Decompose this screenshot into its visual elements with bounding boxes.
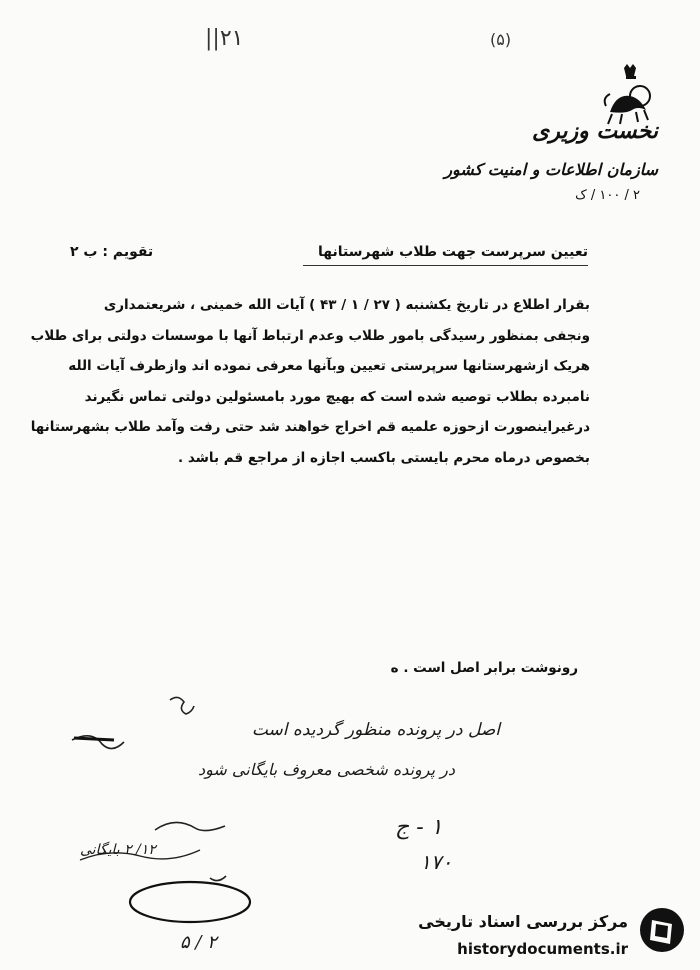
body-line: ونجفی بمنظور رسیدگی بامور طلاب وعدم ارتباط آنها با موسسات دولتی برای طلاب: [30, 327, 590, 344]
handwritten-note-2: در پرونده شخصی معروف بایگانی شود: [198, 760, 455, 779]
margin-mark: ۱ - ج: [395, 815, 443, 840]
watermark-url[interactable]: historydocuments.ir: [457, 940, 628, 958]
body-line: درغیراینصورت ازحوزه علمیه قم اخراج خواهند شد حتی رفت وآمد طلاب بشهرستانها: [30, 419, 590, 435]
body-line: هریک ازشهرستانها سرپرستی تعیین وبآنها معرفی نموده اند وازطرف آیات الله: [68, 358, 590, 374]
margin-number: ۱۷۰: [420, 850, 453, 874]
letterhead-org-line1: نخست وزیری: [532, 118, 658, 144]
body-line: بخصوص درماه محرم بایستی باکسب اجازه از مراجع قم باشد .: [177, 449, 590, 466]
page-number: (۵): [490, 30, 512, 49]
watermark-title: مرکز بررسی اسناد تاریخی: [418, 912, 628, 931]
letterhead-org-line2: سازمان اطلاعات و امنیت کشور: [444, 160, 658, 179]
body-line: بقرار اطلاع در تاریخ یکشنبه ( ۲۷ / ۱ / ۴۳ ) آیات الله خمینی ، شریعتمداری: [103, 297, 590, 313]
bottom-number: ۵ / ۲: [180, 932, 217, 953]
body-text: [30, 290, 590, 473]
body-line: نامبرده بطلاب توصیه شده است که بهیچ مورد بامسئولین دولتی تماس نگیرند: [84, 388, 590, 405]
calendar-code: تقویم : ب ۲: [70, 244, 154, 260]
archive-note: ۱۲/ ۲ بایگانی: [80, 842, 156, 858]
copy-certification: رونوشت برابر اصل است . ه: [390, 660, 578, 676]
archive-logo-icon: [638, 906, 686, 954]
reference-number: ۲ / ۱۰۰ / ک: [575, 188, 640, 203]
subject-line: تعیین سرپرست جهت طلاب شهرستانها: [318, 244, 588, 260]
handwritten-note-1: اصل در پرونده منظور گردیده است: [251, 720, 500, 740]
top-mark: ||۲۱: [205, 26, 244, 51]
subject-underline: [303, 265, 588, 266]
